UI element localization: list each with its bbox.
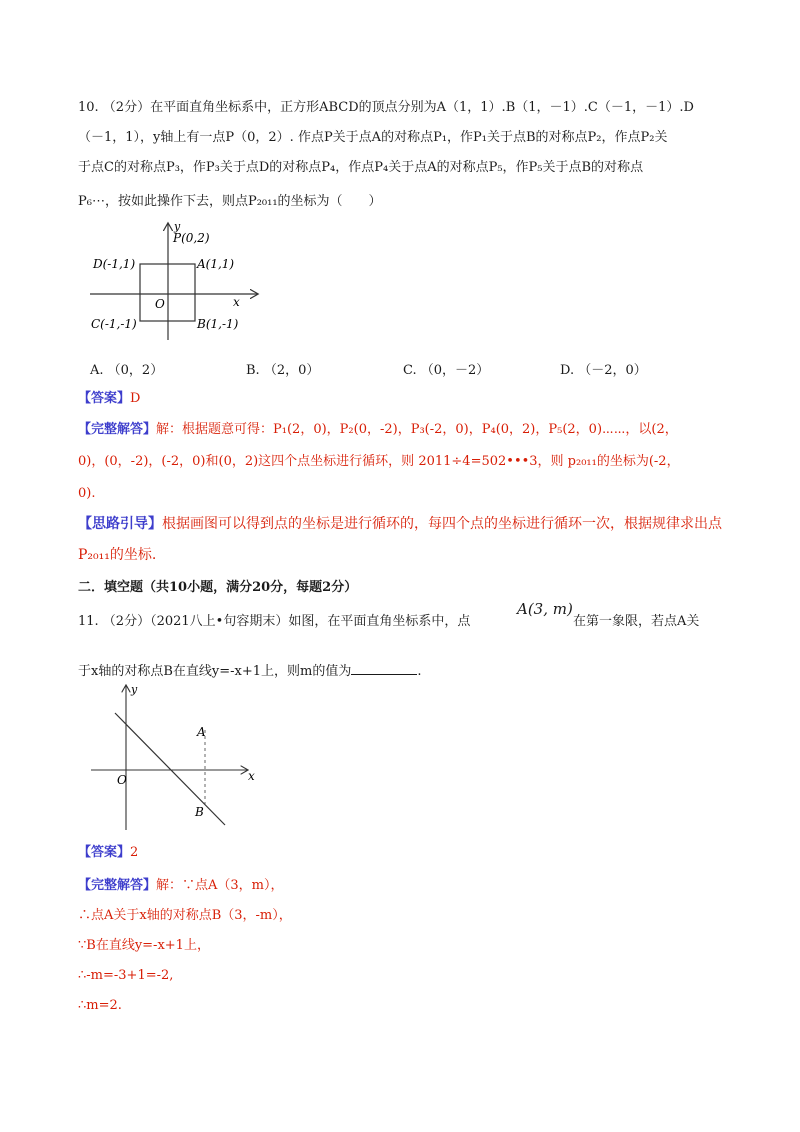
q11-label-a: A	[197, 725, 206, 739]
q10-hint-line-2: P₂₀₁₁的坐标.	[78, 547, 157, 563]
answer-blank	[351, 660, 417, 675]
q11-solution-line-4: ∴-m=-3+1=-2,	[78, 968, 174, 983]
q10-label-c: C(-1,-1)	[91, 317, 137, 331]
q11-answer-value: 2	[130, 845, 139, 860]
solution-tag: 【完整解答】	[78, 878, 157, 893]
q10-option-b: B. （2，0）	[246, 363, 320, 378]
q10-solution-line-2: 0)，(0，-2)，(-2，0)和(0，2)这四个点坐标进行循环，则 2011÷4=502•••3，则 p₂₀₁₁的坐标为(-2，	[78, 454, 680, 469]
q10-label-d: D(-1,1)	[93, 257, 136, 271]
q11-answer	[78, 843, 138, 863]
q10-solution-line-1	[78, 420, 678, 440]
q10-option-a: A. （0，2）	[90, 363, 164, 378]
q10-stem-line-4: P₆⋯，按如此操作下去，则点P₂₀₁₁的坐标为（ ）	[78, 194, 382, 209]
solution-tag: 【完整解答】	[78, 422, 157, 437]
q10-label-y: y	[174, 220, 181, 233]
q10-answer-value: D	[130, 391, 141, 406]
q10-label-x: x	[233, 295, 240, 309]
q11-label-y: y	[131, 683, 138, 696]
q11-solution-line-2: ∴点A关于x轴的对称点B（3，-m），	[78, 908, 292, 923]
q11-line-y-eq-neg-x-plus-1	[115, 713, 225, 825]
q11-label-b: B	[195, 805, 204, 819]
q10-hint-text-1: 根据画图可以得到点的坐标是进行循环的，每四个点的坐标进行循环一次，根据规律求出点	[162, 516, 722, 532]
q10-label-p: P(0,2)	[173, 231, 210, 245]
q10-label-a: A(1,1)	[197, 257, 235, 271]
q11-solution-line-3: ∵B在直线y=-x+1上，	[78, 938, 210, 953]
q10-stem-line-1: 10. （2分）在平面直角坐标系中，正方形ABCD的顶点分别为A（1，1）.B（1，－1）.C（－1，－1）.D	[78, 100, 694, 115]
q11-label-o: O	[117, 773, 127, 787]
q10-option-c: C. （0，－2）	[403, 363, 490, 378]
q11-stem-line-2	[78, 660, 421, 682]
q11-solution-line-5: ∴m=2.	[78, 998, 122, 1013]
q10-coordinate-figure	[85, 218, 275, 343]
q11-stem-line-1a: 11. （2分）（2021八上•句容期末）如图，在平面直角坐标系中，点	[78, 614, 471, 629]
q10-answer	[78, 389, 140, 409]
q11-stem-text-2: 于x轴的对称点B在直线y=-x+1上，则m的值为	[78, 664, 352, 679]
q10-hint-line-1	[78, 514, 722, 534]
q10-label-o: O	[155, 297, 165, 311]
section-title: 二．填空题（共10小题，满分20分，每题2分）	[78, 580, 358, 595]
q11-solution-line-1	[78, 876, 284, 896]
q10-stem-line-2: （－1，1），y轴上有一点P（0，2）. 作点P关于点A的对称点P₁，作P₁关于点B的对称点P₂，作点P₂关	[78, 130, 668, 145]
q11-solution-text-1: 解：∵点A（3，m），	[156, 878, 284, 893]
q10-solution-line-3: 0).	[78, 486, 96, 501]
q10-solution-text-1: 解：根据题意可得：P₁(2，0)，P₂(0，-2)，P₃(-2，0)，P₄(0，2)，P₅(2，0)⋯⋯，以(2，	[156, 422, 678, 437]
answer-tag: 【答案】	[78, 845, 131, 860]
q11-stem-line-1b: 在第一象限，若点A关	[573, 614, 700, 629]
q10-option-d: D. （－2，0）	[560, 363, 647, 378]
q10-stem-line-3: 于点C的对称点P₃，作P₃关于点D的对称点P₄，作点P₄关于点A的对称点P₅，作P₅关于点B的对称点	[78, 160, 644, 175]
q11-formula: A(3, m)	[517, 600, 573, 618]
q11-stem-end: .	[417, 664, 422, 679]
hint-tag: 【思路引导】	[78, 516, 162, 532]
q11-coordinate-figure	[85, 680, 265, 830]
q10-label-b: B(1,-1)	[197, 317, 239, 331]
answer-tag: 【答案】	[78, 391, 131, 406]
q11-label-x: x	[248, 769, 255, 783]
